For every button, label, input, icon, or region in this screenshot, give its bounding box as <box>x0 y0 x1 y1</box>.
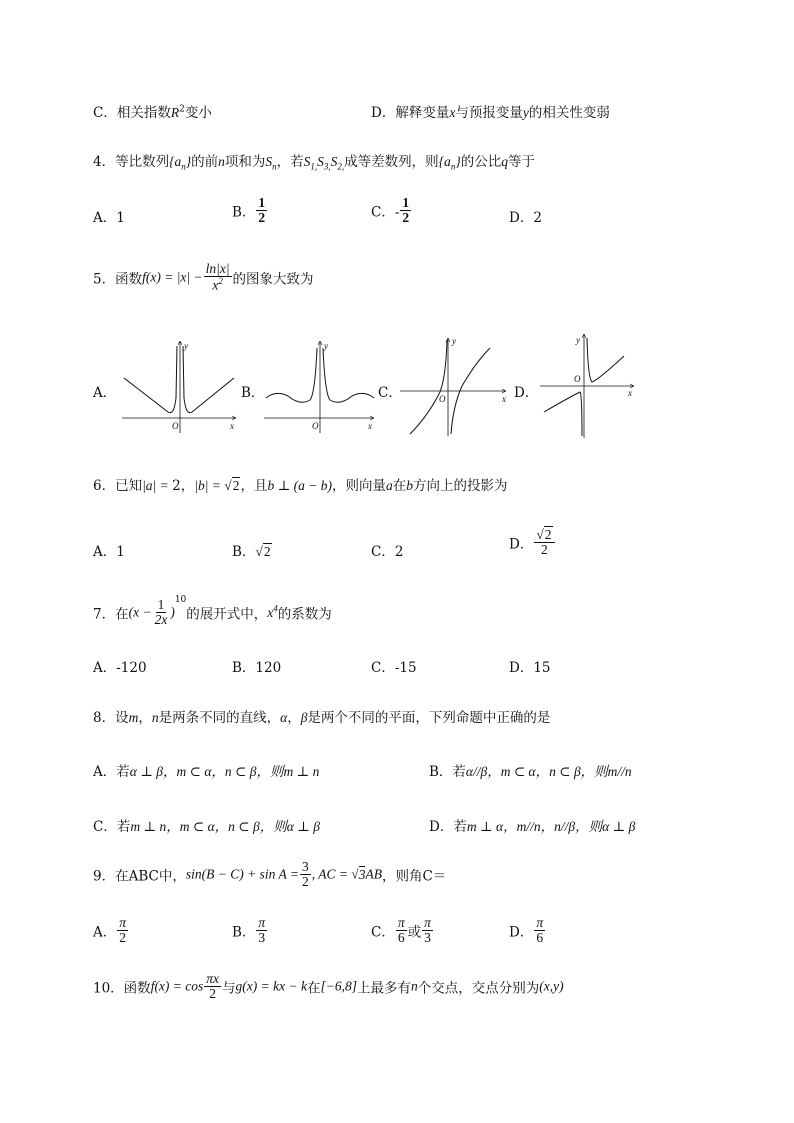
svg-text:y: y <box>452 336 456 346</box>
q7-number: 7．在 <box>93 606 129 623</box>
svg-text:y: y <box>184 341 188 351</box>
svg-text:O: O <box>172 421 179 431</box>
q9-option-a-text: A． <box>93 924 117 941</box>
q9-option-a: A． $\frac{\pi}{2}$ <box>93 915 127 946</box>
q6-option-c-text: C．2 <box>371 544 404 560</box>
q7-option-b <box>232 656 281 676</box>
q4-option-a <box>93 206 125 226</box>
q4-stem: 4．等比数列$\{a_n\}$的前n项和为$S_n$，若$S_{1,}S_{3,}S_{2,}$成等差数列，则$\{a_n\}$的公比q等于 <box>93 154 535 172</box>
q6-option-a-text: A．1 <box>93 544 125 560</box>
q5-label-d: D． <box>514 385 539 401</box>
q8-option-a <box>93 760 319 780</box>
q4-option-d-text: D．2 <box>509 210 542 226</box>
q8-option-c-math: m ⊥ n，m ⊂ α，n ⊂ β，则α ⊥ β <box>130 819 320 834</box>
q5-label-c: C． <box>378 385 402 401</box>
q6-option-d: D． $\frac{√2}{2}$ <box>509 528 556 557</box>
q9-t1: ，则角C＝ <box>381 868 447 885</box>
q7-option-c <box>371 656 417 676</box>
q3-option-d-tail: 的相关性变弱 <box>528 105 610 121</box>
q7-option-a <box>93 656 147 676</box>
q9-option-b: B． $\frac{\pi}{3}$ <box>232 915 266 946</box>
q9-option-d: D． $\frac{\pi}{6}$ <box>509 915 544 946</box>
q8-option-d-text: D．若 <box>429 819 467 835</box>
q4-t6: 等于 <box>507 154 535 170</box>
q4-t3: ，若 <box>276 154 304 170</box>
q4-t1: 的前 <box>191 154 219 170</box>
q7-t1: 的展开式中， <box>186 606 268 623</box>
q3-option-d-text: D．解释变量 <box>371 105 450 121</box>
svg-text:x: x <box>502 394 506 404</box>
q7-option-b-text: B．120 <box>232 660 282 676</box>
q6-option-b: B．√2 <box>232 544 271 560</box>
svg-text:x: x <box>628 388 632 398</box>
q4-option-a-text: A．1 <box>93 210 125 226</box>
q9-number: 9．在ABC中， <box>93 868 186 885</box>
q4-n: n <box>218 154 225 169</box>
q4-seq: a <box>174 154 182 169</box>
q8-option-a-text: A．若 <box>93 764 130 780</box>
q7-stem: 7．在(x − $\frac{1}{2x}$ )$^{10}$的展开式中，$x^4$的系数为 <box>93 595 332 627</box>
q9-option-d-text: D． <box>509 924 534 941</box>
q4-t4: 成等差数列，则 <box>344 154 439 170</box>
q4-q: q <box>501 154 508 169</box>
q10-t2: 在 <box>306 980 321 997</box>
q4-option-c-num: 1 <box>402 195 410 210</box>
q7-option-c-text: C．-15 <box>371 660 417 676</box>
q4-option-b <box>232 196 268 225</box>
q5-graph-c <box>398 336 510 438</box>
q6-option-b-text: B． <box>232 544 256 560</box>
q5-label-a: A． <box>93 385 117 401</box>
q8-option-d-math: m ⊥ α，m//n，n//β，则α ⊥ β <box>466 819 636 834</box>
q6-option-a <box>93 540 125 560</box>
q8-t2: 是两个不同的平面，下列命题中正确的是 <box>307 710 551 726</box>
q4-t2: 项和为 <box>224 154 266 170</box>
svg-text:x: x <box>368 421 372 431</box>
svg-text:y: y <box>576 335 580 345</box>
q8-stem: 8．设m，n是两条不同的直线，α，β是两个不同的平面，下列命题中正确的是 <box>93 710 551 726</box>
q4-number: 4．等比数列 <box>93 154 170 170</box>
q7-exponent: 10 <box>174 595 187 605</box>
q6-option-d-value: 2 <box>544 527 552 542</box>
q10-t4: 个交点，交点分别为 <box>417 980 540 997</box>
q4-option-b-den: 2 <box>258 210 266 226</box>
svg-text:x: x <box>230 421 234 431</box>
q5-graph-a <box>118 338 240 436</box>
q3-option-d-x: x <box>449 105 456 120</box>
q10-t1: 与 <box>222 980 236 997</box>
q10-n: n <box>410 978 418 994</box>
q4-option-c-den: 2 <box>402 210 410 226</box>
q6-number: 6．已知 <box>93 478 143 494</box>
q4-option-b-text: B． <box>232 204 256 221</box>
q8-option-b-text: B．若 <box>429 764 466 780</box>
q3-option-d-y: y <box>522 105 529 120</box>
q5-label-b: B． <box>241 385 265 401</box>
q9-stem: 9．在ABC中，sin(B − C) + sin A = $\frac{3}{2}$ , AC = √3AB，则角C＝ <box>93 859 447 890</box>
q8-option-d <box>429 815 635 835</box>
q10-stem: 10．函数f(x) = cos $\frac{\pi x}{2}$ 与g(x) = kx − k在[−6,8]上最多有n个交点，交点分别为(x,y) <box>93 971 564 1002</box>
q8-option-b <box>429 760 632 780</box>
q3-option-d-mid: 与预报变量 <box>455 105 523 121</box>
q6-val-a: 2 <box>172 478 181 494</box>
q3-option-d <box>371 101 610 121</box>
q4-sn: S <box>265 154 273 169</box>
q9-option-c: C． $\frac{\pi}{6}$ 或 $\frac{\pi}{3}$ <box>371 915 431 946</box>
q4-option-c-text: C．- <box>371 204 400 221</box>
q7-t2: 的系数为 <box>277 606 332 623</box>
q7-option-d <box>509 656 551 676</box>
q5-graph-b <box>262 338 378 436</box>
q6-option-b-value: 2 <box>263 544 271 559</box>
svg-text:O: O <box>439 394 446 404</box>
q9-option-c-or: 或 <box>407 924 422 941</box>
q8-option-c-text: C．若 <box>93 819 131 835</box>
q9-option-b-text: B． <box>232 924 256 941</box>
q8-option-c <box>93 815 320 835</box>
q5-fx: f <box>142 269 146 285</box>
q5-tail: 的图象大致为 <box>232 271 314 288</box>
q6-stem: 6．已知|a| = 2，|b| = √2，且b ⊥ (a − b)，则向量a在b方向上的投影为 <box>93 478 508 494</box>
q6-t3: 在 <box>392 478 407 494</box>
q8-option-b-math: α//β，m ⊂ α，n ⊂ β，则m//n <box>465 764 632 779</box>
q6-t4: 方向上的投影为 <box>413 478 508 494</box>
q5-stem: 5．函数f(x) = |x| − $\frac{\ln|x|}{x^2}$ 的图象大致为 <box>93 261 314 293</box>
q6-option-c <box>371 540 403 560</box>
q10-t3: 上最多有 <box>356 980 411 997</box>
q6-val-b: 2 <box>232 478 240 493</box>
q3-option-c-tail: 变小 <box>184 105 212 121</box>
q4-option-b-num: 1 <box>258 195 266 210</box>
q10-number: 10．函数 <box>93 980 151 997</box>
q7-option-d-text: D．15 <box>509 660 551 676</box>
q4-terms: $S_{1,}S_{3,}S_{2,}$ <box>303 154 345 172</box>
q4-option-c <box>371 196 412 225</box>
q6-t2: ，则向量 <box>332 478 386 494</box>
q3-option-c: C．相关指数$R^2$变小 <box>93 104 212 121</box>
q8-number: 8．设 <box>93 710 129 726</box>
q8-option-a-math: α ⊥ β，m ⊂ α，n ⊂ β，则m ⊥ n <box>129 764 320 779</box>
q9-option-c-text: C． <box>371 924 395 941</box>
svg-text:O: O <box>312 421 319 431</box>
q5-number: 5．函数 <box>93 271 143 288</box>
q5-graph-d <box>538 332 638 440</box>
q6-option-d-text: D． <box>509 536 534 553</box>
q6-t1: ，且 <box>240 478 268 494</box>
svg-text:y: y <box>324 341 328 351</box>
q3-option-c-text: C．相关指数 <box>93 105 171 121</box>
q8-t1: 是两条不同的直线， <box>158 710 281 726</box>
q3-option-c-math: R <box>170 105 180 120</box>
q7-option-a-text: A．-120 <box>93 660 147 676</box>
q4-option-d <box>509 206 542 226</box>
svg-text:O: O <box>574 374 581 384</box>
q6-option-d-den: 2 <box>541 542 548 558</box>
q4-t5: 的公比 <box>460 154 502 170</box>
